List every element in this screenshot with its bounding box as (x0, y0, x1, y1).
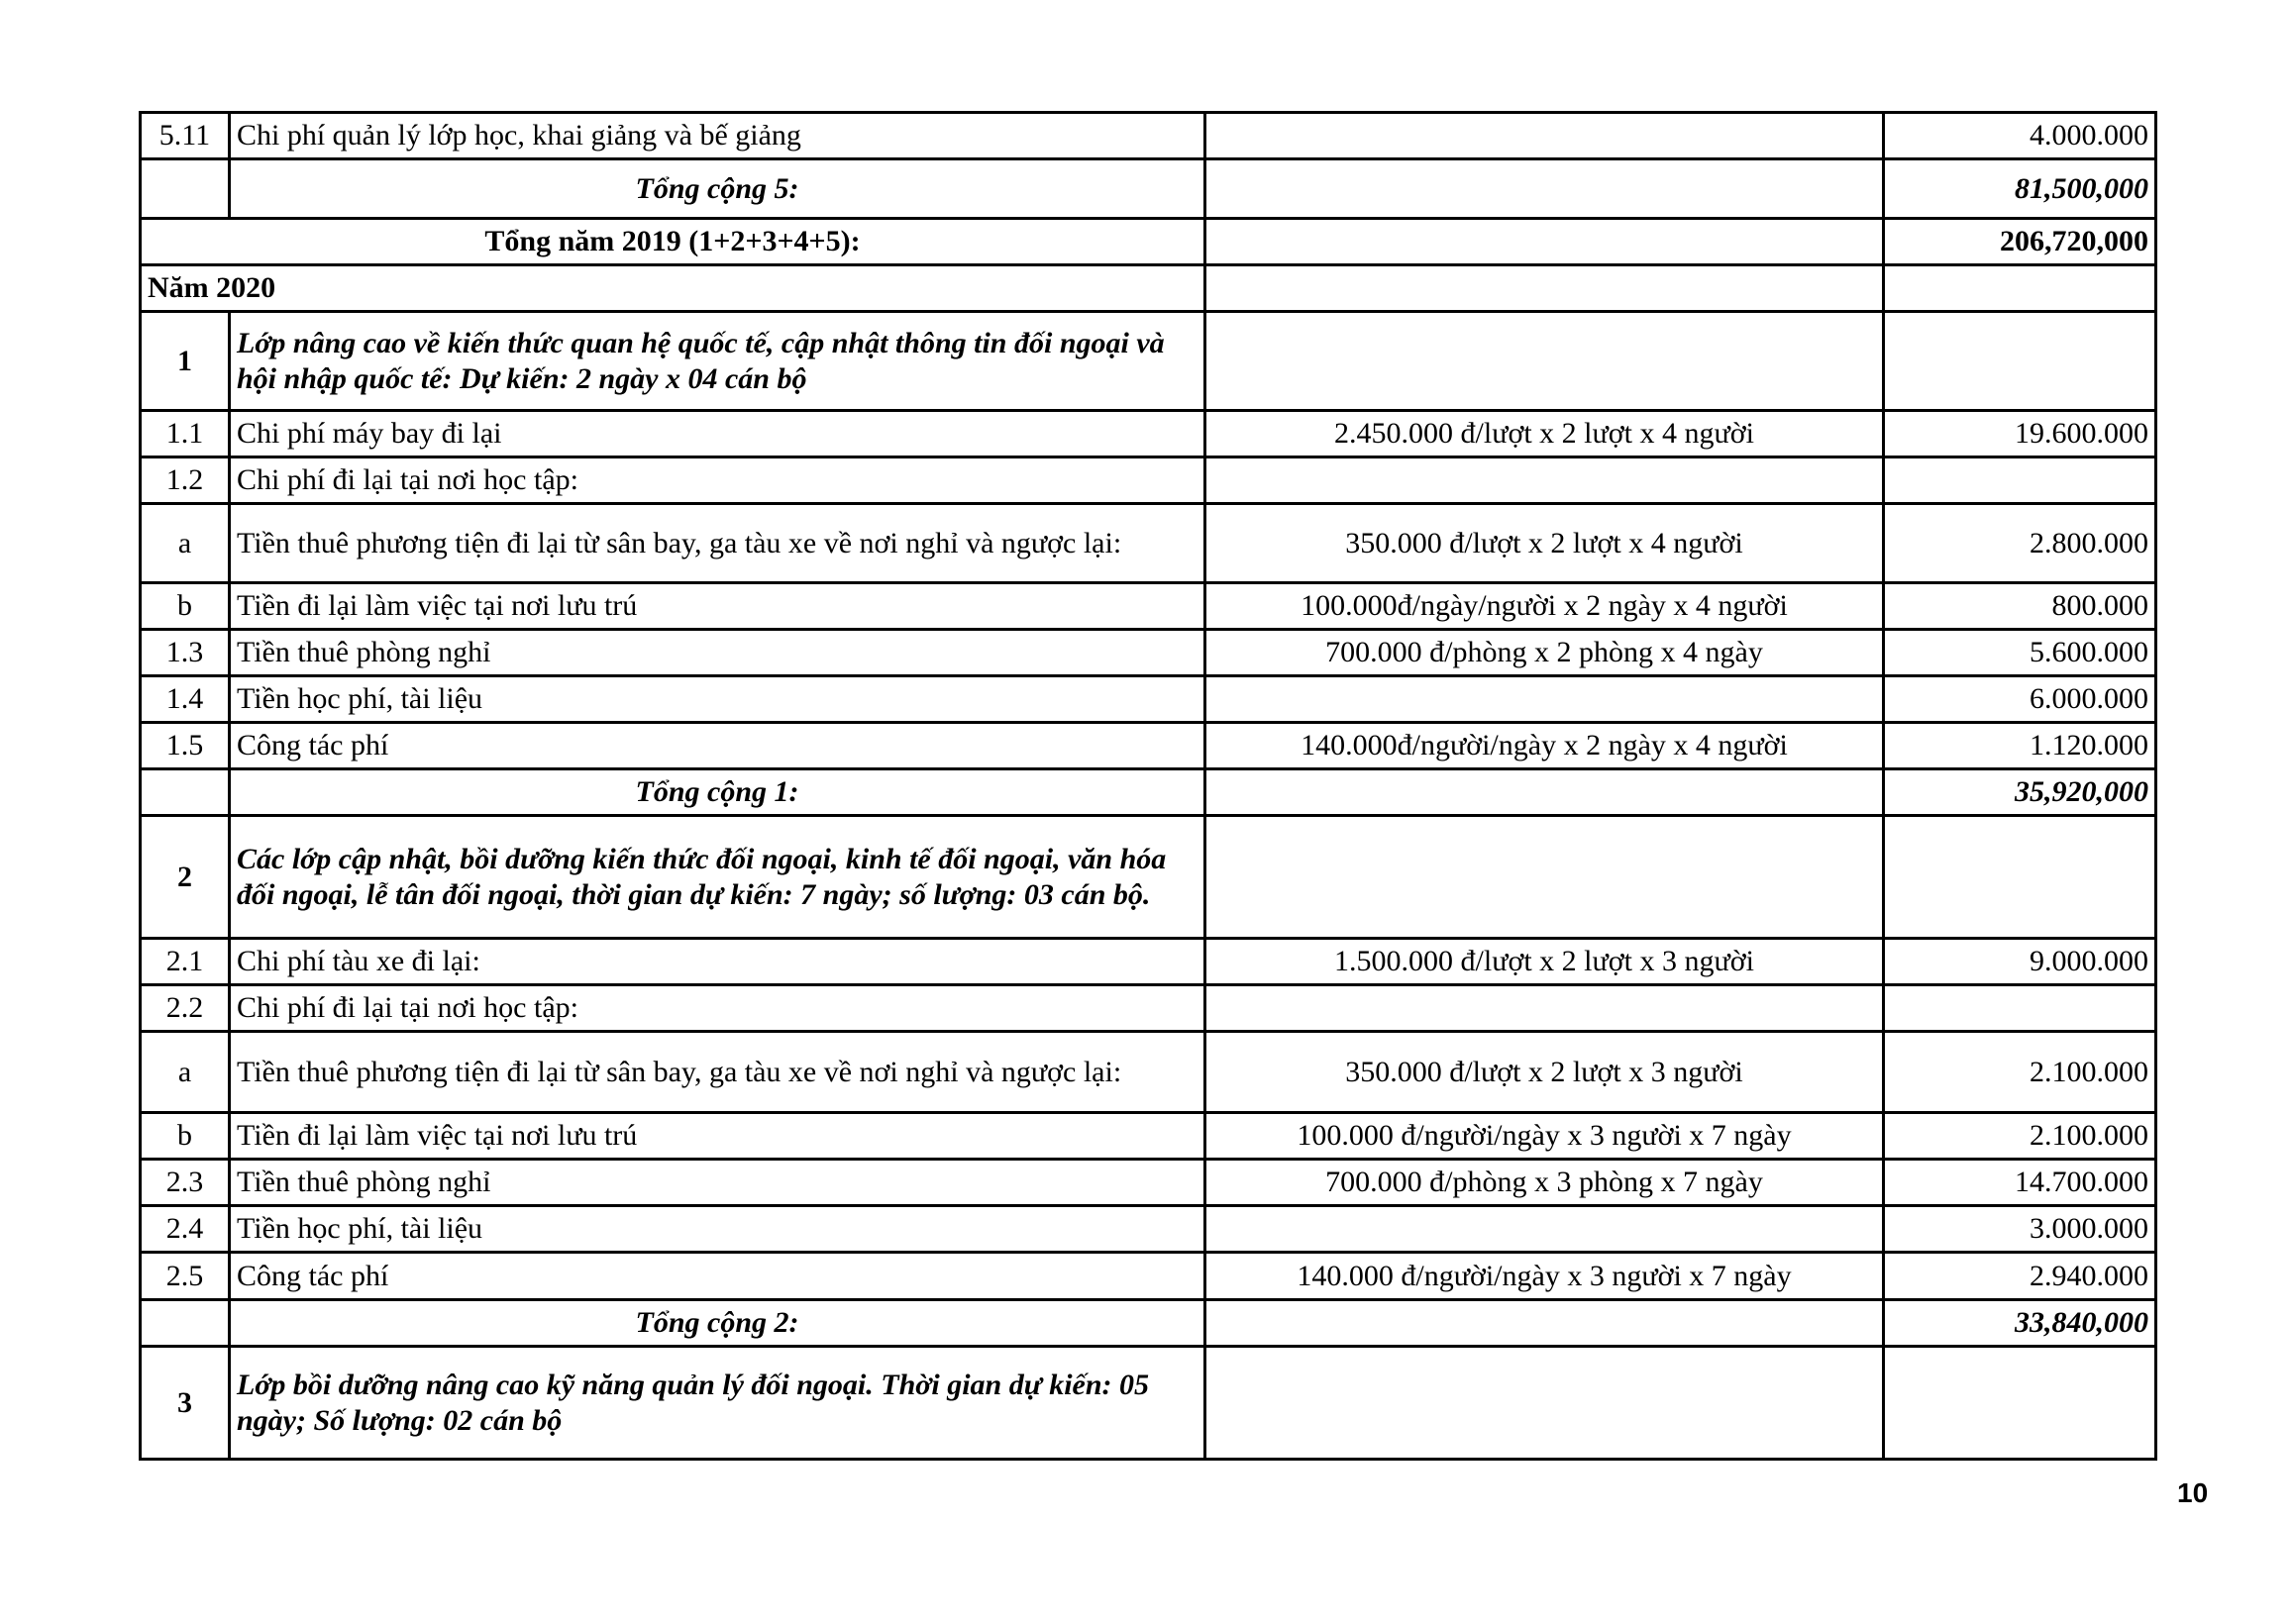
row-number: 2.3 (141, 1160, 230, 1206)
row-number: 2.4 (141, 1206, 230, 1253)
section-number: 2 (141, 816, 230, 939)
table-row (141, 985, 2156, 1032)
row-amount: 9.000.000 (1884, 939, 2156, 985)
row-description: Chi phí tàu xe đi lại: (230, 939, 1205, 985)
subtotal-row (141, 159, 2156, 219)
section-row (141, 1347, 2156, 1460)
row-description: Chi phí đi lại tại nơi học tập: (230, 457, 1205, 504)
row-amount (1884, 1347, 2156, 1460)
row-amount: 2.100.000 (1884, 1032, 2156, 1113)
row-number: a (141, 1032, 230, 1113)
row-calculation (1205, 113, 1884, 159)
row-number: 5.11 (141, 113, 230, 159)
row-calculation: 100.000 đ/người/ngày x 3 người x 7 ngày (1205, 1113, 1884, 1160)
row-calculation: 140.000đ/người/ngày x 2 ngày x 4 người (1205, 723, 1884, 769)
section-row (141, 312, 2156, 411)
subtotal-amount: 81,500,000 (1884, 159, 2156, 219)
year-total-amount: 206,720,000 (1884, 219, 2156, 265)
table-row (141, 1206, 2156, 1253)
row-calculation: 2.450.000 đ/lượt x 2 lượt x 4 người (1205, 411, 1884, 457)
row-description: Tiền học phí, tài liệu (230, 676, 1205, 723)
row-description: Công tác phí (230, 1253, 1205, 1300)
year-header-label: Năm 2020 (141, 265, 1205, 312)
table-row (141, 504, 2156, 583)
table-row (141, 676, 2156, 723)
section-title: Các lớp cập nhật, bồi dưỡng kiến thức đối ngoại, kinh tế đối ngoại, văn hóa đối ngoại, lễ tân đối ngoại, thời gian dự kiến: 7 ngày; số lượng: 03 cán bộ. (230, 816, 1205, 939)
row-number: 2.5 (141, 1253, 230, 1300)
table-row (141, 583, 2156, 630)
row-description: Tiền học phí, tài liệu (230, 1206, 1205, 1253)
row-description: Chi phí đi lại tại nơi học tập: (230, 985, 1205, 1032)
year-header-row (141, 265, 2156, 312)
table-row (141, 113, 2156, 159)
row-calculation: 350.000 đ/lượt x 2 lượt x 3 người (1205, 1032, 1884, 1113)
row-calculation (1205, 1347, 1884, 1460)
row-calculation (1205, 219, 1884, 265)
row-calculation: 1.500.000 đ/lượt x 2 lượt x 3 người (1205, 939, 1884, 985)
subtotal-label: Tổng cộng 1: (230, 769, 1205, 816)
table-row (141, 1113, 2156, 1160)
row-amount: 2.100.000 (1884, 1113, 2156, 1160)
row-calculation: 350.000 đ/lượt x 2 lượt x 4 người (1205, 504, 1884, 583)
row-amount: 4.000.000 (1884, 113, 2156, 159)
table-row (141, 723, 2156, 769)
row-description: Chi phí máy bay đi lại (230, 411, 1205, 457)
row-number: b (141, 1113, 230, 1160)
row-amount: 800.000 (1884, 583, 2156, 630)
row-amount: 3.000.000 (1884, 1206, 2156, 1253)
row-calculation (1205, 159, 1884, 219)
subtotal-amount: 35,920,000 (1884, 769, 2156, 816)
row-number: 1.2 (141, 457, 230, 504)
row-calculation (1205, 676, 1884, 723)
row-amount: 2.940.000 (1884, 1253, 2156, 1300)
table-row (141, 939, 2156, 985)
table-row (141, 1032, 2156, 1113)
year-total-row (141, 219, 2156, 265)
row-amount (1884, 985, 2156, 1032)
subtotal-amount: 33,840,000 (1884, 1300, 2156, 1347)
row-number: 1.4 (141, 676, 230, 723)
row-calculation: 140.000 đ/người/ngày x 3 người x 7 ngày (1205, 1253, 1884, 1300)
row-calculation (1205, 985, 1884, 1032)
section-row (141, 816, 2156, 939)
row-number: b (141, 583, 230, 630)
subtotal-label: Tổng cộng 2: (230, 1300, 1205, 1347)
budget-table (139, 111, 2157, 1461)
subtotal-label: Tổng cộng 5: (230, 159, 1205, 219)
table-row (141, 1160, 2156, 1206)
row-number: 1.1 (141, 411, 230, 457)
row-amount: 5.600.000 (1884, 630, 2156, 676)
row-description: Tiền thuê phương tiện đi lại từ sân bay, ga tàu xe về nơi nghỉ và ngược lại: (230, 1032, 1205, 1113)
row-calculation (1205, 1206, 1884, 1253)
row-description: Tiền thuê phòng nghỉ (230, 1160, 1205, 1206)
row-number: 2.2 (141, 985, 230, 1032)
subtotal-row (141, 769, 2156, 816)
row-calculation (1205, 769, 1884, 816)
row-description: Tiền thuê phương tiện đi lại từ sân bay, ga tàu xe về nơi nghỉ và ngược lại: (230, 504, 1205, 583)
row-amount (1884, 312, 2156, 411)
row-calculation: 700.000 đ/phòng x 3 phòng x 7 ngày (1205, 1160, 1884, 1206)
row-description: Tiền đi lại làm việc tại nơi lưu trú (230, 1113, 1205, 1160)
row-number: a (141, 504, 230, 583)
row-calculation (1205, 265, 1884, 312)
row-amount (1884, 816, 2156, 939)
table-row (141, 1253, 2156, 1300)
row-amount: 14.700.000 (1884, 1160, 2156, 1206)
row-description: Chi phí quản lý lớp học, khai giảng và bế giảng (230, 113, 1205, 159)
section-title: Lớp bồi dưỡng nâng cao kỹ năng quản lý đối ngoại. Thời gian dự kiến: 05 ngày; Số lượng: 02 cán bộ (230, 1347, 1205, 1460)
row-calculation (1205, 1300, 1884, 1347)
row-amount: 2.800.000 (1884, 504, 2156, 583)
table-row (141, 457, 2156, 504)
row-calculation: 100.000đ/ngày/người x 2 ngày x 4 người (1205, 583, 1884, 630)
section-title: Lớp nâng cao về kiến thức quan hệ quốc tế, cập nhật thông tin đối ngoại và hội nhập quốc tế: Dự kiến: 2 ngày x 04 cán bộ (230, 312, 1205, 411)
row-number (141, 769, 230, 816)
row-calculation: 700.000 đ/phòng x 2 phòng x 4 ngày (1205, 630, 1884, 676)
table-row (141, 411, 2156, 457)
row-amount (1884, 457, 2156, 504)
table-row (141, 630, 2156, 676)
row-calculation (1205, 457, 1884, 504)
year-total-label: Tổng năm 2019 (1+2+3+4+5): (141, 219, 1205, 265)
page-number: 10 (2177, 1477, 2209, 1508)
row-number: 2.1 (141, 939, 230, 985)
row-description: Công tác phí (230, 723, 1205, 769)
row-number (141, 159, 230, 219)
subtotal-row (141, 1300, 2156, 1347)
section-number: 3 (141, 1347, 230, 1460)
row-amount: 19.600.000 (1884, 411, 2156, 457)
row-amount: 1.120.000 (1884, 723, 2156, 769)
row-calculation (1205, 816, 1884, 939)
row-description: Tiền đi lại làm việc tại nơi lưu trú (230, 583, 1205, 630)
row-amount: 6.000.000 (1884, 676, 2156, 723)
row-description: Tiền thuê phòng nghỉ (230, 630, 1205, 676)
row-number: 1.3 (141, 630, 230, 676)
row-number (141, 1300, 230, 1347)
row-amount (1884, 265, 2156, 312)
section-number: 1 (141, 312, 230, 411)
row-number: 1.5 (141, 723, 230, 769)
row-calculation (1205, 312, 1884, 411)
